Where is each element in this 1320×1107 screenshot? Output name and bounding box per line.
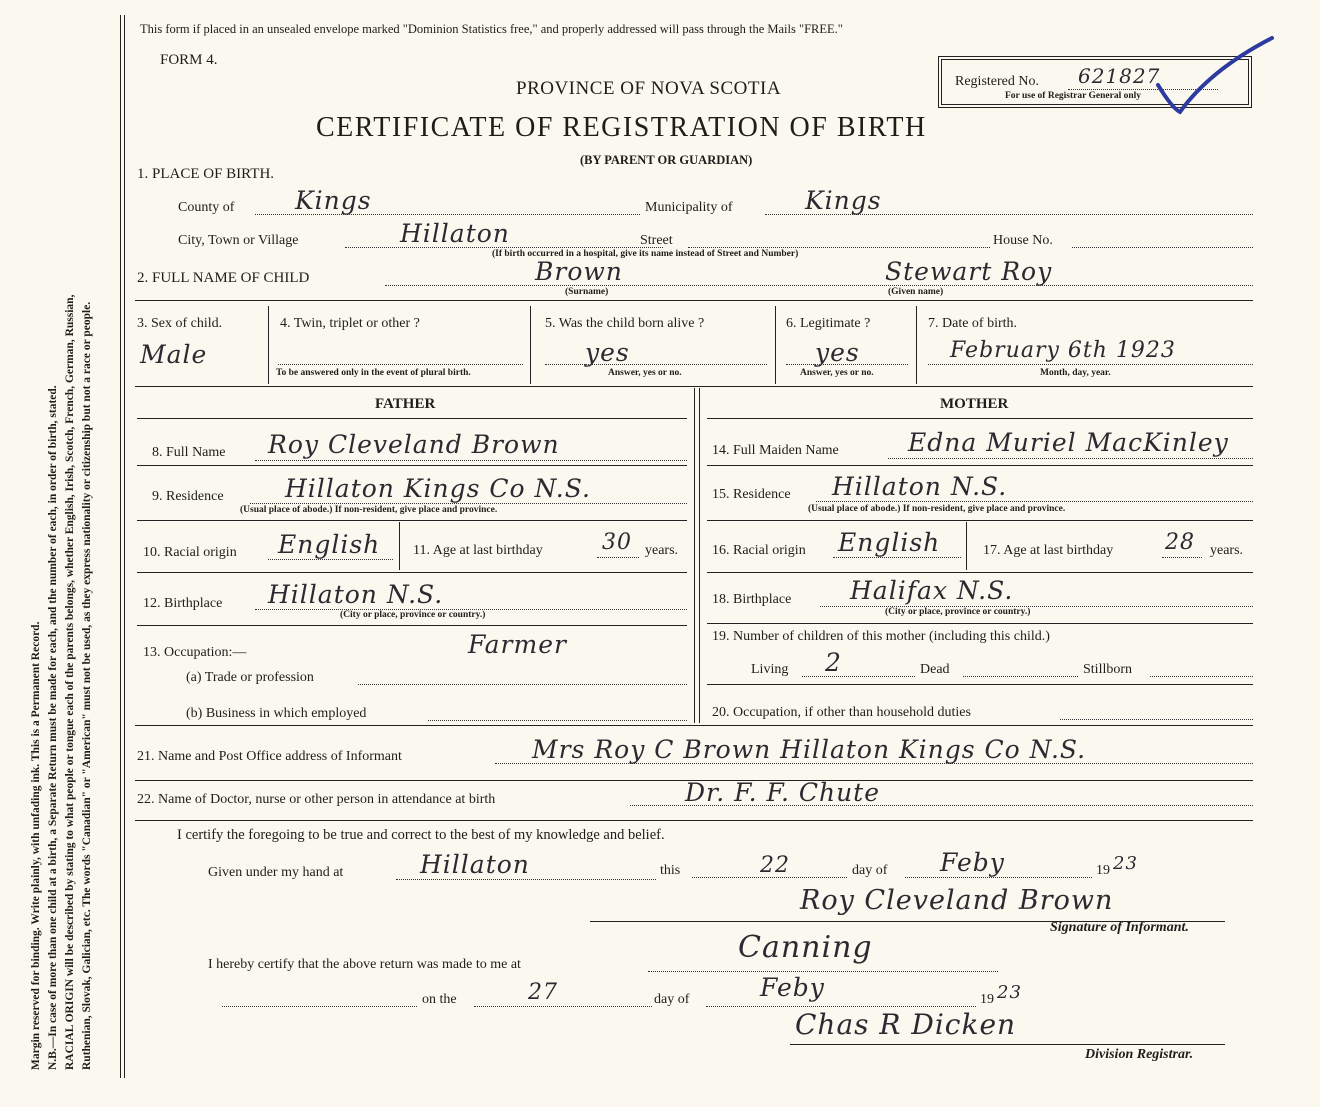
mother-rule-4	[707, 623, 1253, 624]
street-line	[688, 247, 990, 248]
father-occupation-value[interactable]: Farmer	[468, 630, 567, 659]
legitimate-value[interactable]: yes	[815, 338, 860, 367]
mother-rule-5	[707, 684, 1253, 685]
mother-dead-line	[963, 676, 1078, 677]
hospital-note: (If birth occurred in a hospital, give its name instead of Street and Number)	[492, 249, 799, 259]
mother-racial-divider	[966, 522, 967, 570]
mother-dead-label: Dead	[920, 662, 950, 677]
rule-parents-bottom	[135, 725, 1253, 726]
informant-signature[interactable]: Roy Cleveland Brown	[800, 885, 1114, 916]
province-heading: PROVINCE OF NOVA SCOTIA	[516, 78, 782, 99]
reg-day-value[interactable]: 27	[528, 980, 558, 1005]
sex-value[interactable]: Male	[140, 340, 208, 369]
municipality-value[interactable]: Kings	[805, 186, 882, 215]
father-racial-line	[268, 559, 393, 560]
month-value[interactable]: Feby	[940, 848, 1005, 877]
parents-divider	[694, 388, 695, 723]
street-label: Street	[640, 233, 673, 248]
given-place-line	[396, 879, 656, 880]
father-occupation-label: 13. Occupation:—	[143, 645, 247, 660]
mother-birthplace-note: (City or place, province or country.)	[885, 607, 1031, 617]
margin-notes	[28, 20, 96, 1070]
registrar-place-line	[648, 971, 998, 972]
twin-line	[278, 364, 523, 365]
on-the-label: on the	[422, 992, 457, 1007]
mother-name-label: 14. Full Maiden Name	[712, 443, 839, 458]
signature-caption: Signature of Informant.	[1050, 920, 1189, 935]
day-value[interactable]: 22	[760, 853, 790, 878]
registered-label: Registered No.	[955, 74, 1039, 89]
mother-racial-line	[833, 557, 961, 558]
father-age-line	[597, 557, 639, 558]
postal-notice: This form if placed in an unsealed envelope marked "Dominion Statistics free," and properly addressed will pass through the Mails "FREE."	[140, 22, 843, 36]
father-trade-line	[358, 684, 687, 685]
registrar-place-value[interactable]: Canning	[738, 930, 873, 965]
house-line	[1072, 247, 1253, 248]
registered-value: 621827	[1078, 64, 1161, 88]
certify-text: I certify the foregoing to be true and correct to the best of my knowledge and belief.	[177, 827, 665, 843]
legitimate-label: 6. Legitimate ?	[786, 316, 871, 331]
mother-residence-note: (Usual place of abode.) If non-resident, give place and province.	[808, 504, 1066, 514]
subtitle: (BY PARENT OR GUARDIAN)	[580, 153, 753, 167]
father-heading: FATHER	[375, 396, 436, 412]
reg-year-suffix[interactable]: 23	[997, 982, 1022, 1003]
mother-occupation-line	[1060, 719, 1253, 720]
mother-age-label: 17. Age at last birthday	[983, 543, 1114, 558]
dob-value[interactable]: February 6th 1923	[950, 338, 1176, 363]
rule-doctor	[135, 820, 1253, 821]
father-heading-rule	[137, 418, 687, 419]
given-name-value[interactable]: Stewart Roy	[885, 257, 1053, 286]
father-rule-4	[137, 625, 687, 626]
given-place-value[interactable]: Hillaton	[420, 850, 530, 879]
mother-heading: MOTHER	[940, 396, 1009, 412]
mother-name-line	[888, 458, 1253, 459]
margin-note-racial: RACIAL ORIGIN will be described by stating to what people or tongue each of the parents belongs, whether English, Irish, Scotch, French, German, Russian,	[64, 294, 76, 1070]
father-residence-value[interactable]: Hillaton Kings Co N.S.	[285, 474, 591, 503]
mother-rule-2	[707, 520, 1253, 521]
dob-line	[928, 364, 1253, 365]
dob-note: Month, day, year.	[1040, 368, 1111, 378]
reg-month-value[interactable]: Feby	[760, 973, 825, 1002]
mother-residence-value[interactable]: Hillaton N.S.	[832, 472, 1008, 501]
father-birthplace-note: (City or place, province or country.)	[340, 610, 486, 620]
doctor-label: 22. Name of Doctor, nurse or other person in attendance at birth	[137, 792, 496, 807]
mother-name-value[interactable]: Edna Muriel MacKinley	[908, 428, 1229, 457]
reg-month-line	[706, 1006, 976, 1007]
father-business-label: (b) Business in which employed	[186, 706, 367, 721]
county-value[interactable]: Kings	[295, 186, 372, 215]
form-number: FORM 4.	[160, 52, 218, 68]
alive-line	[545, 364, 767, 365]
alive-note: Answer, yes or no.	[608, 368, 682, 378]
doctor-value[interactable]: Dr. F. F. Chute	[685, 778, 881, 807]
father-trade-label: (a) Trade or profession	[186, 670, 314, 685]
child-name-line	[385, 285, 1253, 286]
registrar-note: For use of Registrar General only	[1005, 91, 1142, 101]
father-age-unit: years.	[645, 543, 679, 558]
father-rule-1	[137, 465, 687, 466]
mother-stillborn-line	[1150, 676, 1253, 677]
father-age-label: 11. Age at last birthday	[413, 543, 543, 558]
legitimate-note: Answer, yes or no.	[800, 368, 874, 378]
mother-residence-line	[816, 501, 1253, 502]
house-label: House No.	[993, 233, 1053, 248]
grid-divider-4	[916, 306, 917, 384]
mother-residence-label: 15. Residence	[712, 487, 791, 502]
registrar-text: I hereby certify that the above return was made to me at	[208, 957, 521, 972]
year-prefix: 19	[1096, 863, 1110, 878]
father-residence-note: (Usual place of abode.) If non-resident, give place and province.	[240, 505, 498, 515]
twin-note: To be answered only in the event of plural birth.	[276, 368, 471, 378]
father-name-label: 8. Full Name	[152, 445, 226, 460]
registrar-signature[interactable]: Chas R Dicken	[795, 1008, 1017, 1041]
father-residence-line	[250, 503, 687, 504]
reg-day-line	[474, 1006, 652, 1007]
father-business-line	[428, 720, 687, 721]
mother-children-label: 19. Number of children of this mother (including this child.)	[712, 629, 1050, 644]
mother-heading-rule	[707, 418, 1253, 419]
surname-caption: (Surname)	[565, 287, 609, 297]
county-label: County of	[178, 200, 235, 215]
mother-rule-1	[707, 465, 1253, 466]
grid-divider-1	[268, 306, 269, 384]
father-racial-value[interactable]: English	[278, 530, 381, 559]
father-birthplace-label: 12. Birthplace	[143, 596, 223, 611]
informant-label: 21. Name and Post Office address of Informant	[137, 749, 402, 764]
mother-living-line	[802, 676, 915, 677]
registrar-lead-line	[222, 1006, 417, 1007]
father-rule-3	[137, 572, 687, 573]
rule-top-grid	[135, 300, 1253, 301]
grid-divider-3	[775, 306, 776, 384]
parents-divider-inner	[699, 388, 700, 723]
mother-living-value[interactable]: 2	[825, 648, 842, 677]
grid-divider-2	[530, 306, 531, 384]
father-name-line	[255, 460, 687, 461]
father-residence-label: 9. Residence	[152, 489, 224, 504]
father-name-value[interactable]: Roy Cleveland Brown	[268, 430, 560, 459]
given-name-caption: (Given name)	[888, 287, 944, 297]
place-of-birth-section: 1. PLACE OF BIRTH.	[137, 166, 275, 182]
check-mark-icon	[1150, 30, 1280, 120]
father-racial-divider	[399, 522, 400, 570]
margin-note-racial-cont: Ruthenian, Slovak, Galician, etc. The words "Canadian" or "American" must not be used, as they express nationality or citizenship but not a race or people.	[81, 301, 93, 1070]
child-name-label: 2. FULL NAME OF CHILD	[137, 270, 310, 286]
alive-label: 5. Was the child born alive ?	[545, 316, 705, 331]
mother-stillborn-label: Stillborn	[1083, 662, 1133, 677]
father-birthplace-value[interactable]: Hillaton N.S.	[268, 580, 444, 609]
margin-line	[120, 15, 121, 1078]
mother-age-unit: years.	[1210, 543, 1244, 558]
mother-birthplace-label: 18. Birthplace	[712, 592, 792, 607]
surname-value[interactable]: Brown	[535, 257, 623, 286]
mother-birthplace-value[interactable]: Halifax N.S.	[850, 576, 1014, 605]
mother-racial-label: 16. Racial origin	[712, 543, 806, 558]
mother-age-line	[1162, 557, 1202, 558]
mother-rule-3	[707, 572, 1253, 573]
sex-label: 3. Sex of child.	[137, 316, 223, 331]
margin-note-nb: N.B.—In case of more than one child at a birth, a Separate Return must be made for each, and the number of each, in order of birth, stated.	[47, 385, 59, 1070]
father-racial-label: 10. Racial origin	[143, 545, 237, 560]
father-rule-2	[137, 520, 687, 521]
city-value[interactable]: Hillaton	[400, 219, 510, 248]
margin-note-binding: Margin reserved for binding. Write plainly, with unfading ink. This is a Permanent Record.	[30, 621, 42, 1070]
reg-year-prefix: 19	[980, 992, 994, 1007]
day-of-label: day of	[852, 863, 888, 878]
mother-occupation-label: 20. Occupation, if other than household duties	[712, 705, 971, 720]
city-label: City, Town or Village	[178, 233, 299, 248]
month-line	[905, 877, 1092, 878]
given-label: Given under my hand at	[208, 865, 344, 880]
year-suffix[interactable]: 23	[1113, 853, 1138, 874]
page-title: CERTIFICATE OF REGISTRATION OF BIRTH	[316, 112, 927, 143]
reg-day-of-label: day of	[654, 992, 690, 1007]
twin-label: 4. Twin, triplet or other ?	[280, 316, 420, 331]
margin-line-inner	[124, 15, 125, 1078]
father-age-value[interactable]: 30	[602, 530, 632, 555]
mother-age-value[interactable]: 28	[1165, 530, 1195, 555]
alive-value[interactable]: yes	[585, 338, 630, 367]
this-label: this	[660, 863, 681, 878]
registrar-signature-line	[790, 1044, 1225, 1045]
municipality-label: Municipality of	[645, 200, 733, 215]
mother-racial-value[interactable]: English	[838, 528, 941, 557]
mother-living-label: Living	[751, 662, 789, 677]
informant-value[interactable]: Mrs Roy C Brown Hillaton Kings Co N.S.	[532, 735, 1087, 764]
dob-label: 7. Date of birth.	[928, 316, 1018, 331]
registrar-caption: Division Registrar.	[1085, 1047, 1194, 1062]
